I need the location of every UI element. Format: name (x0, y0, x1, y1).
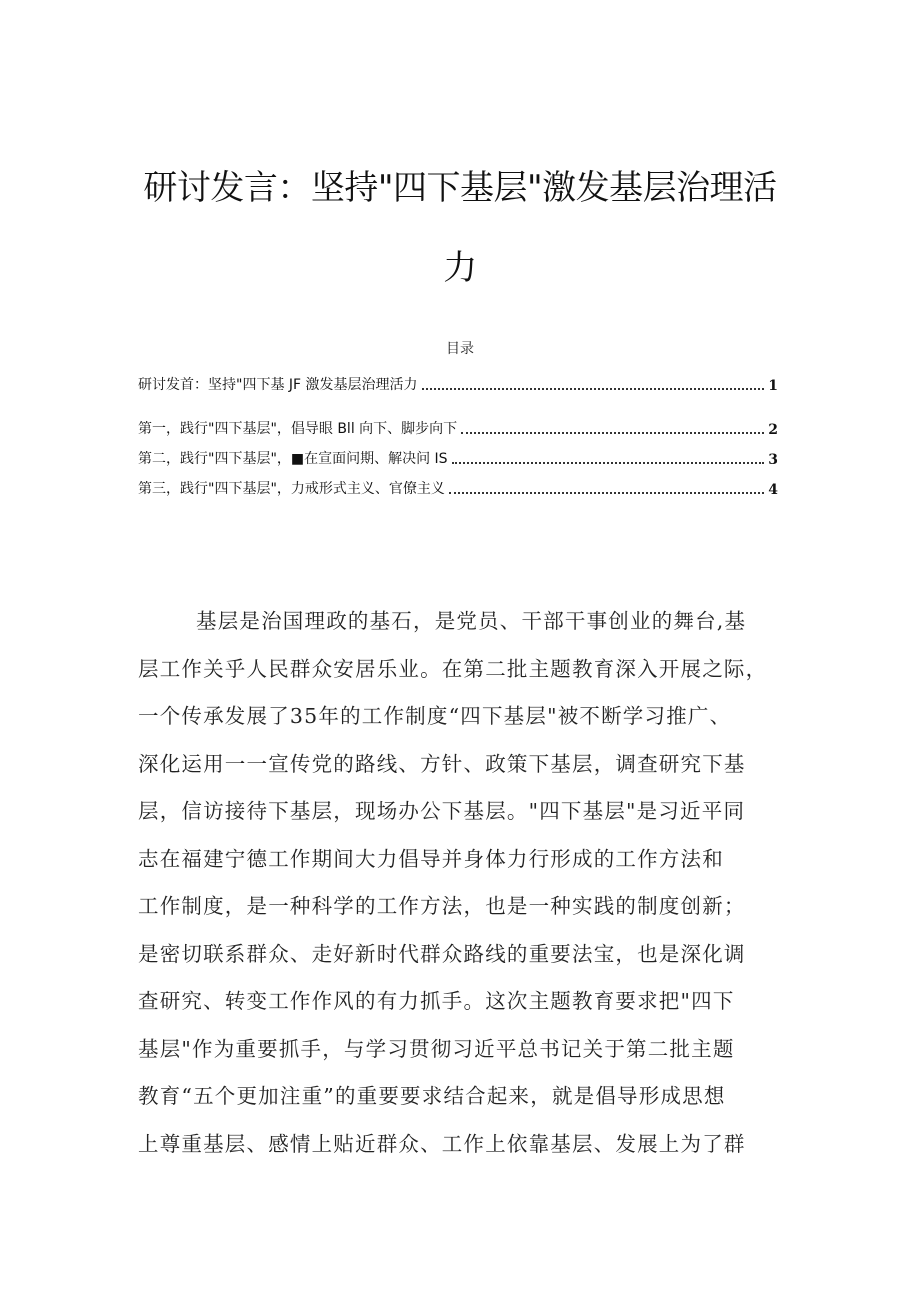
body-line: 一个传承发展了35年的工作制度“四下基层"被不断学习推广、 (138, 704, 732, 728)
document-title-line-2: 力 (443, 248, 477, 288)
toc-item-page: 2 (768, 422, 778, 438)
toc-leader-dots (461, 432, 764, 434)
body-paragraph (138, 598, 788, 1168)
toc-item-page: 1 (768, 378, 778, 394)
body-line: 志在福建宁德工作期间大力倡导并身体力行形成的工作方法和 (138, 846, 724, 871)
toc-leader-dots (452, 462, 765, 464)
toc-item[interactable] (138, 478, 778, 498)
toc-item-text: 第三，践行"四下基层"，力戒形式主义、官僚主义 (138, 481, 445, 497)
toc-item-page: 3 (768, 452, 778, 468)
toc-item-text: 研讨发首：坚持"四下基 JF 激发基层治理活力 (138, 377, 418, 393)
toc-item-text: 第一，践行"四下基层"，倡导眼 Bll 向下、脚步向下 (138, 421, 458, 437)
toc-leader-dots (422, 388, 765, 390)
body-line: 基层是治国理政的基石，是党员、干部干事创业的舞台,基 (196, 609, 747, 633)
toc-leader-dots (449, 492, 764, 494)
body-line: 是密切联系群众、走好新时代群众路线的重要法宝，也是深化调 (138, 941, 746, 966)
toc-item[interactable] (138, 448, 778, 468)
body-line: 层，信访接待下基层，现场办公下基层。"四下基层"是习近平同 (138, 799, 746, 823)
body-line: 工作制度，是一种科学的工作方法，也是一种实践的制度创新； (138, 894, 746, 918)
toc-heading: 目录 (446, 341, 474, 357)
body-line: 教育“五个更加注重”的重要要求结合起来，就是倡导形成思想 (138, 1084, 726, 1108)
body-line: 上尊重基层、感情上贴近群众、工作上依靠基层、发展上为了群 (138, 1131, 746, 1156)
document-title-line-1: 研讨发言：坚持"四下基层"激发基层治理活 (143, 168, 777, 208)
body-line: 基层"作为重要抓手，与学习贯彻习近平总书记关于第二批主题 (138, 1036, 735, 1061)
toc-item-page: 4 (768, 482, 778, 498)
body-line: 查研究、转变工作作风的有力抓手。这次主题教育要求把"四下 (138, 989, 735, 1013)
toc-item-text: 第二，践行"四下基层"，■在宣面问期、解决问 IS (138, 451, 448, 467)
body-line: 层工作关乎人民群众安居乐业。在第二批主题教育深入开展之际， (138, 656, 768, 681)
toc-item[interactable] (138, 418, 778, 438)
body-line: 深化运用一一宣传党的路线、方针、政策下基层，调查研究下基 (138, 751, 746, 776)
toc-item[interactable] (138, 374, 778, 394)
